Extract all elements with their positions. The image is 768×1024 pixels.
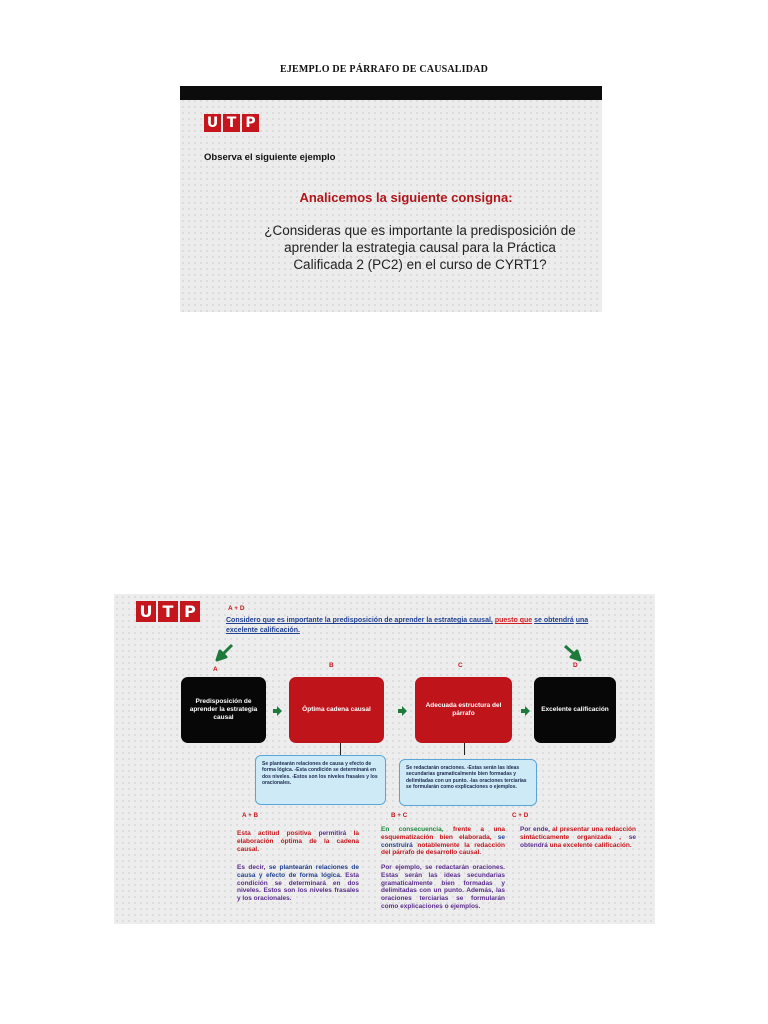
box-cadena-causal: Óptima cadena causal bbox=[289, 677, 384, 743]
paragraph-ab-2 bbox=[237, 864, 359, 903]
thesis-part: Considero que es importante la predisposición de aprender la estrategia causal, bbox=[226, 617, 493, 624]
para-connector: Es decir, bbox=[237, 864, 266, 871]
green-arrow-icon bbox=[562, 642, 584, 664]
para-connector: En consecuencia, bbox=[381, 826, 444, 833]
connector-line bbox=[464, 743, 465, 755]
para-connector: permitirá bbox=[318, 830, 347, 837]
thesis-part: una excelente calificación. bbox=[226, 617, 589, 634]
para-text: Estos son los niveles frasales y los oracionales. bbox=[237, 887, 359, 903]
ad-label: A + D bbox=[228, 605, 245, 612]
letter-b: B bbox=[329, 662, 334, 669]
letter-d: D bbox=[573, 662, 578, 669]
para-connector: se construirá bbox=[381, 833, 505, 849]
arrow-right-icon bbox=[397, 706, 407, 716]
label-ab: A + B bbox=[242, 812, 259, 819]
paragraph-bc-2 bbox=[381, 864, 505, 911]
connector-line bbox=[340, 743, 341, 755]
logo-letter: U bbox=[204, 114, 221, 132]
para-text: frente a una esquematización bien elaborada, bbox=[381, 826, 506, 841]
para-text: se redactarán oraciones. bbox=[425, 864, 505, 871]
thesis-sentence bbox=[226, 616, 606, 636]
paragraph-cd bbox=[520, 826, 636, 849]
slide-diagrama-causal bbox=[114, 594, 655, 924]
box-excelente-calificacion: Excelente calificación bbox=[534, 677, 616, 743]
para-text: Esta actitud positiva bbox=[237, 830, 312, 837]
utp-logo bbox=[204, 114, 259, 132]
box-predisposicion: Predisposición de aprender la estrategia causal bbox=[181, 677, 266, 743]
logo-letter: U bbox=[136, 601, 156, 622]
paragraph-bc-1 bbox=[381, 826, 505, 857]
para-connector: se obtendrá bbox=[520, 833, 636, 849]
label-bc: B + C bbox=[391, 812, 408, 819]
para-text: Esta condición se determinará en dos niveles. bbox=[237, 871, 360, 895]
letter-c: C bbox=[458, 662, 463, 669]
para-connector: Por ejemplo, bbox=[381, 864, 422, 871]
slide-consigna bbox=[180, 86, 602, 312]
para-text: la elaboración óptima de la cadena causal. bbox=[237, 830, 360, 853]
letter-a: A bbox=[213, 666, 218, 673]
slide-heading: Analicemos la siguiente consigna: bbox=[299, 190, 513, 205]
paragraph-ab-1 bbox=[237, 830, 359, 853]
consigna-question: ¿Consideras que es importante la predisposición de aprender la estrategia causal para la Práctica Calificada 2 (PC2) en el curso de CYRT1? bbox=[264, 223, 576, 272]
para-text: Estas serán las ideas secundarias gramaticalmente bien formadas y delimitadas con un punto. Además, las oraciones terciarias se formularán como explicaciones o ejemplos. bbox=[381, 871, 505, 910]
box-estructura-parrafo: Adecuada estructura del párrafo bbox=[415, 677, 512, 743]
para-text: al presentar una redacción sintácticamente organizada , bbox=[520, 826, 636, 841]
arrow-right-icon bbox=[520, 706, 530, 716]
thesis-part: se obtendrá bbox=[534, 617, 574, 624]
document-title: EJEMPLO DE PÁRRAFO DE CAUSALIDAD bbox=[279, 64, 489, 75]
logo-letter: T bbox=[158, 601, 178, 622]
callout-estructura: Se redactarán oraciones. -Estas serán las ideas secundarias gramaticalmente bien formadas y delimitadas con un punto. -las oraciones terciarias se formularán como explicaciones o ejemplos. bbox=[399, 759, 537, 806]
para-text: se plantearán relaciones de causa y efecto de forma lógica. bbox=[237, 864, 359, 879]
green-arrow-icon bbox=[214, 642, 236, 664]
arrow-right-icon bbox=[272, 706, 282, 716]
logo-letter: P bbox=[180, 601, 200, 622]
slide-top-bar bbox=[180, 86, 602, 100]
para-text: una excelente calificación. bbox=[549, 841, 632, 849]
label-cd: C + D bbox=[512, 812, 529, 819]
para-text: notablemente la redacción del párrafo de desarrollo causal. bbox=[381, 841, 505, 857]
logo-letter: P bbox=[242, 114, 259, 132]
utp-logo bbox=[136, 601, 200, 622]
observa-label: Observa el siguiente ejemplo bbox=[204, 152, 336, 163]
logo-letter: T bbox=[223, 114, 240, 132]
thesis-connector: puesto que bbox=[494, 617, 533, 624]
para-connector: Por ende, bbox=[520, 826, 550, 833]
callout-cadena: Se plantearán relaciones de causa y efecto de forma lógica. -Esta condición se determinará en dos niveles. -Estos son los niveles frasales y los oracionales. bbox=[255, 755, 386, 805]
